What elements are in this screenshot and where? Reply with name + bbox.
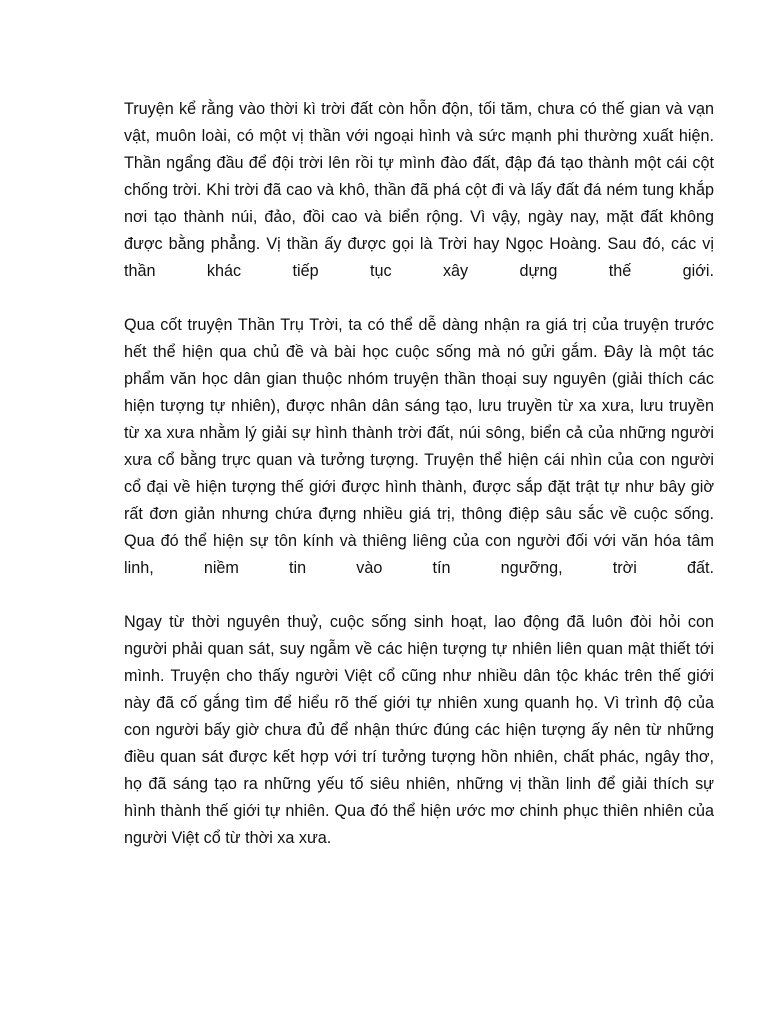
paragraph-3: Ngay từ thời nguyên thuỷ, cuộc sống sinh hoạt, lao động đã luôn đòi hỏi con người phải quan sát, suy ngẫm về các hiện tượng tự nhiên liên quan mật thiết tới mình. Truyện cho thấy người Việt cổ cũng như nhiều dân tộc khác trên thế giới này đã cố gắng tìm để hiểu rõ thế giới tự nhiên xung quanh họ. Vì trình độ của con người bấy giờ chưa đủ để nhận thức đúng các hiện tượng ấy nên từ những điều quan sát được kết hợp với trí tưởng tượng hồn nhiên, chất phác, ngây thơ, họ đã sáng tạo ra những yếu tố siêu nhiên, những vị thần linh để giải thích sự hình thành thế giới tự nhiên. Qua đó thể hiện ước mơ chinh phục thiên nhiên của người Việt cổ từ thời xa xưa. bbox=[124, 613, 714, 847]
document-body bbox=[124, 96, 714, 852]
paragraph-2: Qua cốt truyện Thần Trụ Trời, ta có thể dễ dàng nhận ra giá trị của truyện trước hết thể hiện qua chủ đề và bài học cuộc sống mà nó gửi gắm. Đây là một tác phẩm văn học dân gian thuộc nhóm truyện thần thoại suy nguyên (giải thích các hiện tượng tự nhiên), được nhân dân sáng tạo, lưu truyền từ xa xưa, lưu truyền từ xa xưa nhằm lý giải sự hình thành trời đất, núi sông, biển cả của những người xưa cổ bằng trực quan và tưởng tượng. Truyện thể hiện cái nhìn của con người cổ đại về hiện tượng thế giới được hình thành, được sắp đặt trật tự như bây giờ rất đơn giản nhưng chứa đựng nhiều giá trị, thông điệp sâu sắc về cuộc sống. Qua đó thể hiện sự tôn kính và thiêng liêng của con người đối với văn hóa tâm linh, niềm tin vào tín ngưỡng, trời đất. bbox=[124, 316, 714, 577]
paragraph-1: Truyện kể rằng vào thời kì trời đất còn hỗn độn, tối tăm, chưa có thế gian và vạn vật, muôn loài, có một vị thần với ngoại hình và sức mạnh phi thường xuất hiện. Thần ngẩng đầu để đội trời lên rồi tự mình đào đất, đập đá tạo thành một cái cột chống trời. Khi trời đã cao và khô, thần đã phá cột đi và lấy đất đá ném tung khắp nơi tạo thành núi, đảo, đồi cao và biển rộng. Vì vậy, ngày nay, mặt đất không được bằng phẳng. Vị thần ấy được gọi là Trời hay Ngọc Hoàng. Sau đó, các vị thần khác tiếp tục xây dựng thế giới. bbox=[124, 100, 714, 280]
